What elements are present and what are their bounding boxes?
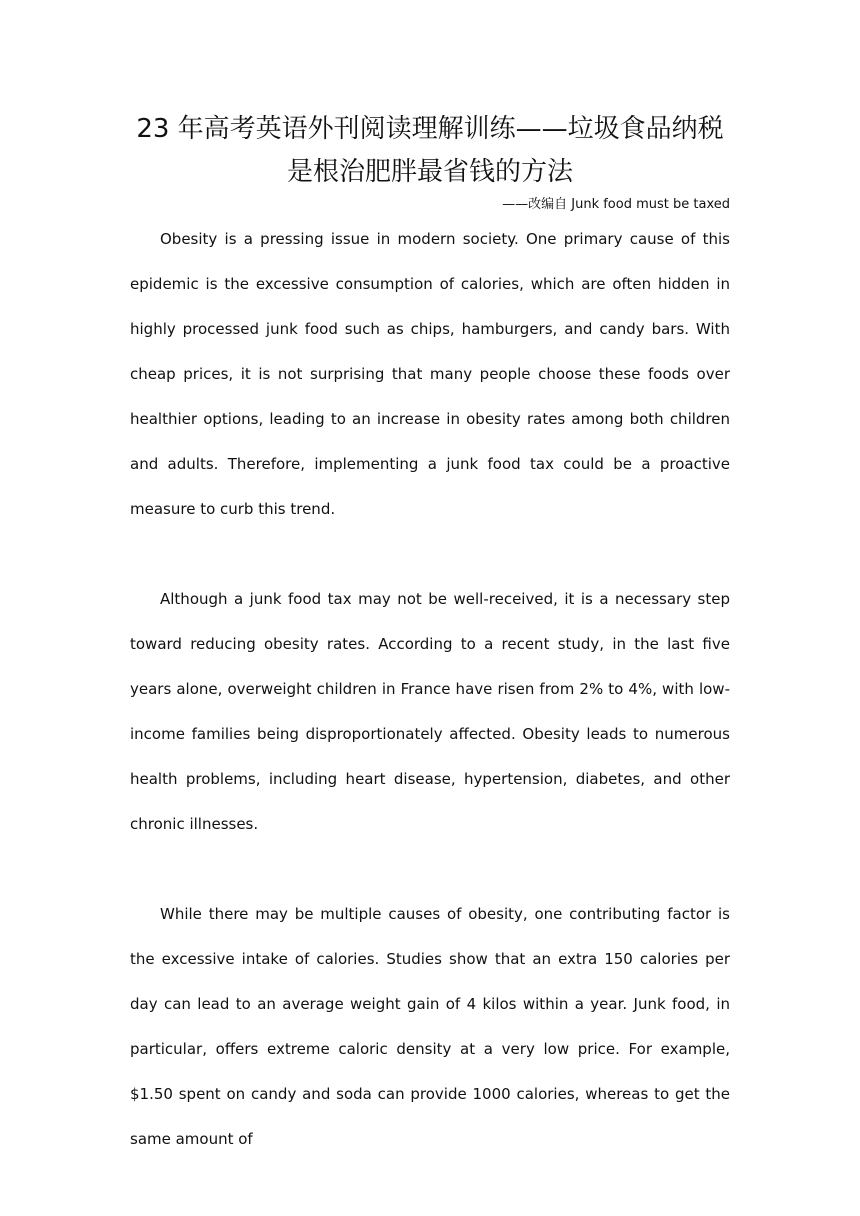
title-line-2: 是根治肥胖最省钱的方法 xyxy=(286,157,573,187)
document-title xyxy=(100,108,760,194)
article-body xyxy=(130,217,730,1207)
title-line-1: 23 年高考英语外刊阅读理解训练——垃圾食品纳税 xyxy=(136,114,724,144)
paragraph-2: Although a junk food tax may not be well-received, it is a necessary step toward reducing obesity rates. According to a recent study, in the last five years alone, overweight children in France have risen from 2% to 4%, with low-income families being disproportionately affected. Obesity leads to numerous health problems, including heart disease, hypertension, diabetes, and other chronic illnesses. xyxy=(130,590,730,833)
source-attribution: ——改编自 Junk food must be taxed xyxy=(502,197,730,212)
paragraph-3: While there may be multiple causes of obesity, one contributing factor is the excessive intake of calories. Studies show that an extra 150 calories per day can lead to an average weight gain of 4 kilos within a year. Junk food, in particular, offers extreme caloric density at a very low price. For example, $1.50 spent on candy and soda can provide 1000 calories, whereas to get the same amount of xyxy=(130,905,730,1148)
paragraph-1: Obesity is a pressing issue in modern society. One primary cause of this epidemic is the excessive consumption of calories, which are often hidden in highly processed junk food such as chips, hamburgers, and candy bars. With cheap prices, it is not surprising that many people choose these foods over healthier options, leading to an increase in obesity rates among both children and adults. Therefore, implementing a junk food tax could be a proactive measure to curb this trend. xyxy=(130,230,730,518)
